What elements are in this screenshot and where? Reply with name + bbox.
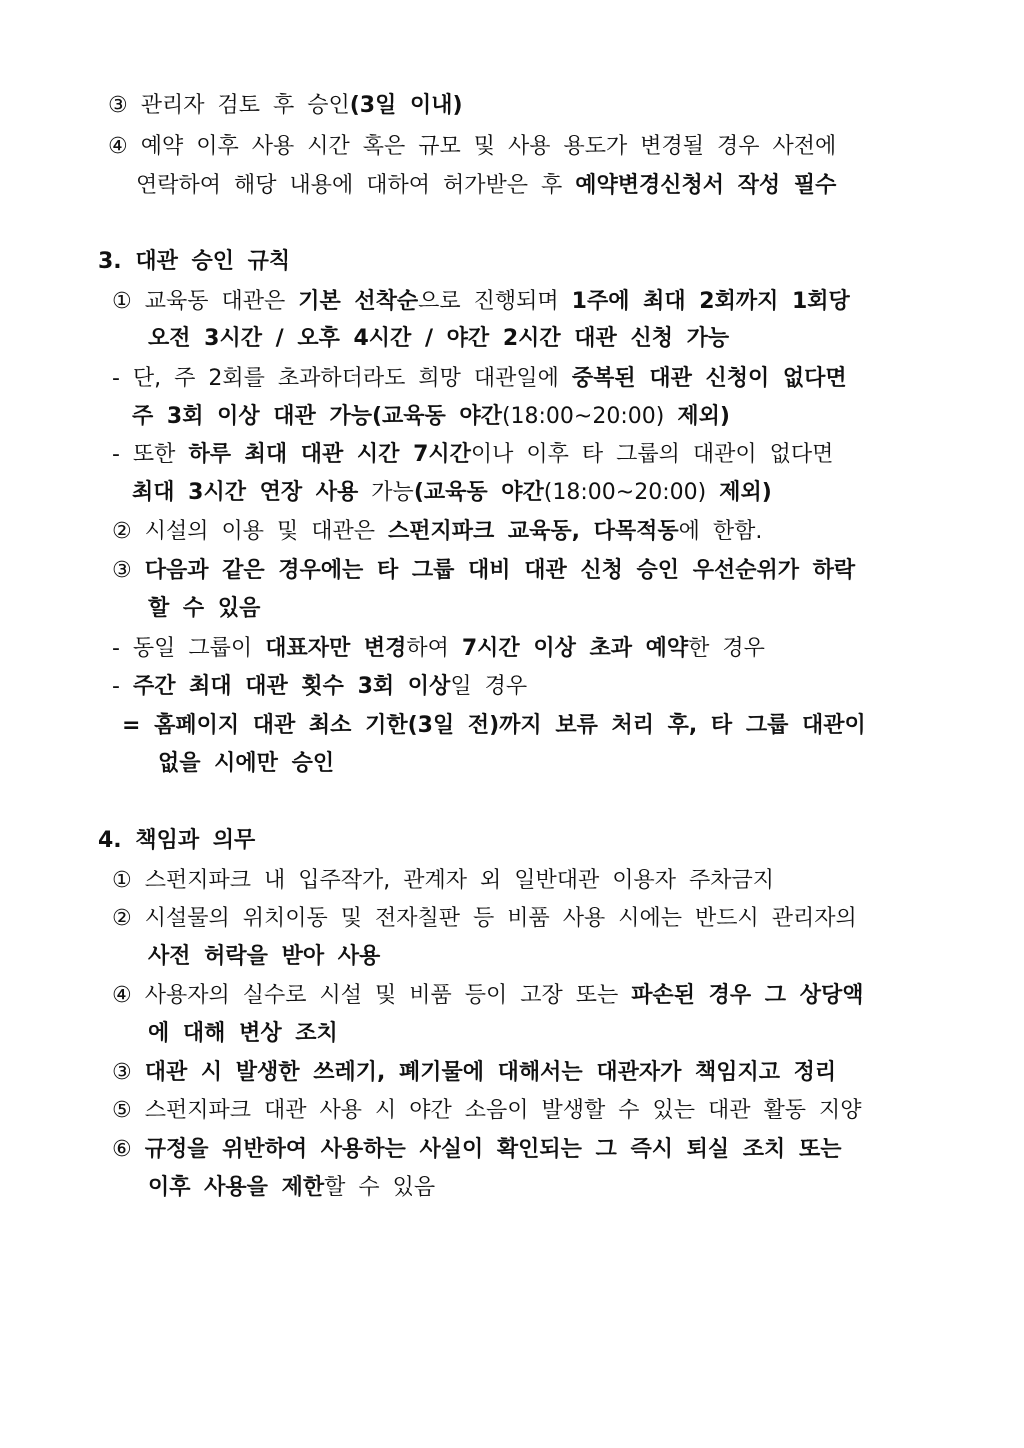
rule-2 xyxy=(0,513,1024,551)
text-run: - 동일 그룹이 xyxy=(112,636,266,661)
duty-1 xyxy=(0,862,1024,900)
text-run: 연락하여 해당 내용에 대하여 허가받은 후 xyxy=(136,173,576,198)
text-run: - xyxy=(112,674,133,699)
text-run: 할 수 있음 xyxy=(324,1175,436,1200)
text-run: 에 대해 변상 조치 xyxy=(148,1021,338,1046)
rule-1-sub-1-line-2 xyxy=(0,398,1024,436)
text-run: 기본 선착순 xyxy=(298,289,419,314)
text-run: 한 경우 xyxy=(688,636,765,661)
text-run: ③ xyxy=(112,558,145,583)
text-run: 제외) xyxy=(719,480,772,505)
text-run: 주 3회 이상 대관 가능(교육동 야간 xyxy=(132,404,502,429)
rule-1-sub-2-line-2 xyxy=(0,474,1024,512)
text-run: 대표자만 변경 xyxy=(265,636,407,661)
text-run: 1주에 최대 2회까지 1회당 xyxy=(571,289,850,314)
section-3-heading: 3. 대관 승인 규칙 xyxy=(98,249,291,274)
text-run: 없을 시에만 승인 xyxy=(158,751,335,776)
change-notice-line-1 xyxy=(0,128,1024,166)
text-run: 하루 최대 대관 시간 7시간 xyxy=(188,442,471,467)
text-run: 파손된 경우 그 상당액 xyxy=(631,983,864,1008)
text-run: 7시간 이상 초과 예약 xyxy=(461,636,689,661)
text-run: ① 스펀지파크 내 입주작가, 관계자 외 일반대관 이용자 주차금지 xyxy=(112,868,774,893)
text-run: ② 시설물의 위치이동 및 전자칠판 등 비품 사용 시에는 반드시 관리자의 xyxy=(112,906,857,931)
rule-1-sub-2-line-1 xyxy=(0,436,1024,474)
duty-6-line-1 xyxy=(0,1131,1024,1169)
text-run: ④ 예약 이후 사용 시간 혹은 규모 및 사용 용도가 변경될 경우 사전에 xyxy=(108,134,837,159)
text-run: = 홈페이지 대관 최소 기한(3일 전)까지 보류 처리 후, 타 그룹 대관이 xyxy=(122,713,866,738)
text-run: 대관 시 발생한 쓰레기, 폐기물에 대해서는 대관자가 책임지고 정리 xyxy=(144,1060,837,1085)
text-run: ⑤ 스펀지파크 대관 사용 시 야간 소음이 발생할 수 있는 대관 활동 지양 xyxy=(112,1098,862,1123)
rule-3-sub-1 xyxy=(0,630,1024,668)
text-run: 중복된 대관 신청이 없다면 xyxy=(571,366,847,391)
text-run: - 단, 주 2회를 초과하더라도 희망 대관일에 xyxy=(112,366,572,391)
text-run: 이나 이후 타 그룹의 대관이 없다면 xyxy=(470,442,834,467)
text-run: - 또한 xyxy=(112,442,189,467)
text-run: 제외) xyxy=(677,404,730,429)
text-run: ④ 사용자의 실수로 시설 및 비품 등이 고장 또는 xyxy=(112,983,632,1008)
duty-4-line-2 xyxy=(0,1015,1024,1053)
approval-step-3 xyxy=(0,87,1024,125)
text-run: (18:00~20:00) xyxy=(501,404,678,429)
text-run: ⑥ xyxy=(112,1137,145,1162)
text-run: 다음과 같은 경우에는 타 그룹 대비 대관 신청 승인 우선순위가 하락 xyxy=(144,558,856,583)
rule-3-line-1 xyxy=(0,552,1024,590)
duty-2-line-1 xyxy=(0,900,1024,938)
rule-1-line-1 xyxy=(0,283,1024,321)
text-run: ③ xyxy=(112,1060,145,1085)
rule-3-sub-2 xyxy=(0,668,1024,706)
text-run: 에 한함. xyxy=(678,519,763,544)
rule-1-sub-1-line-1 xyxy=(0,360,1024,398)
duty-2-line-2 xyxy=(0,938,1024,976)
text-run: 가능 xyxy=(358,480,414,505)
text-run: 주간 최대 대관 횟수 3회 이상 xyxy=(132,674,451,699)
duty-5 xyxy=(0,1092,1024,1130)
section-4-heading: 4. 책임과 의무 xyxy=(98,828,256,853)
text-run: ① 교육동 대관은 xyxy=(112,289,299,314)
text-run: 규정을 위반하여 사용하는 사실이 확인되는 그 즉시 퇴실 조치 또는 xyxy=(144,1137,842,1162)
text-run: 으로 진행되며 xyxy=(418,289,572,314)
rule-3-line-2 xyxy=(0,590,1024,628)
text-run: 할 수 있음 xyxy=(148,596,261,621)
text-run: 하여 xyxy=(406,636,462,661)
text-run: 오전 3시간 / 오후 4시간 / 야간 2시간 대관 신청 가능 xyxy=(148,326,730,351)
text-run: 사전 허락을 받아 사용 xyxy=(148,944,381,969)
text-run: ③ 관리자 검토 후 승인 xyxy=(108,93,350,118)
text-run: (교육동 야간 xyxy=(413,480,544,505)
text-run: ② 시설의 이용 및 대관은 xyxy=(112,519,388,544)
text-run: (18:00~20:00) xyxy=(543,480,720,505)
text-run: 일 경우 xyxy=(450,674,528,699)
change-notice-line-2 xyxy=(0,167,1024,205)
duty-3 xyxy=(0,1054,1024,1092)
rule-3-result-line-2 xyxy=(0,745,1024,783)
text-run: 예약변경신청서 작성 필수 xyxy=(575,173,837,198)
duty-4-line-1 xyxy=(0,977,1024,1015)
text-run: 이후 사용을 제한 xyxy=(148,1175,325,1200)
rule-1-line-2 xyxy=(0,320,1024,358)
rule-3-result-line-1 xyxy=(0,707,1024,745)
text-run: 최대 3시간 연장 사용 xyxy=(132,480,359,505)
text-run: 스펀지파크 교육동, 다목적동 xyxy=(387,519,679,544)
duty-6-line-2 xyxy=(0,1169,1024,1207)
text-run: (3일 이내) xyxy=(349,93,463,118)
